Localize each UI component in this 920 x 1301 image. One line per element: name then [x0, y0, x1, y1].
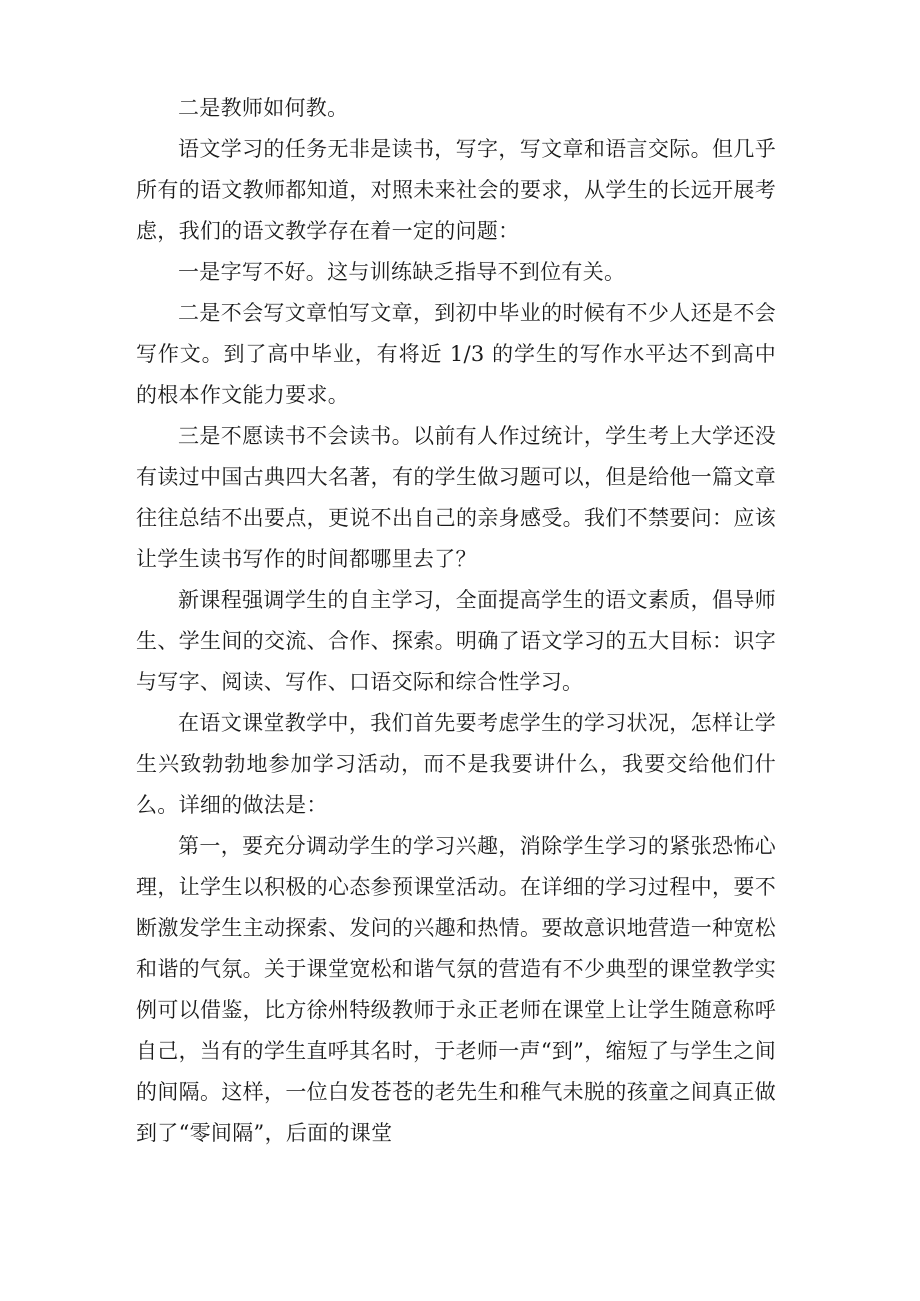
- body-text: [136, 88, 776, 1154]
- paragraph-problem-handwriting: 一是字写不好。这与训练缺乏指导不到位有关。: [178, 260, 626, 284]
- paragraph-problem-writing: 二是不会写文章怕写文章，到初中毕业的时候有不少人还是不会写作文。到了高中毕业，有将近 1/3 的学生的写作水平达不到高中的根本作文能力要求。: [136, 301, 776, 407]
- paragraph-task-of-chinese-learning: 语文学习的任务无非是读书，写字，写文章和语言交际。但几乎所有的语文教师都知道，对照未来社会的要求，从学生的长远开展考虑，我们的语文教学存在着一定的问题：: [136, 137, 776, 243]
- paragraph-first-method: 第一，要充分调动学生的学习兴趣，消除学生学习的紧张恐怖心理，让学生以积极的心态参预课堂活动。在详细的学习过程中，要不断激发学生主动探索、发问的兴趣和热情。要故意识地营造一种宽松和谐的气氛。关于课堂宽松和谐气氛的营造有不少典型的课堂教学实例可以借鉴，比方徐州特级教师于永正老师在课堂上让学生随意称呼自己，当有的学生直呼其名时，于老师一声“到”，缩短了与学生之间的间隔。这样，一位白发苍苍的老先生和稚气未脱的孩童之间真正做到了“零间隔”，后面的课堂: [136, 834, 776, 1145]
- paragraph-classroom-teaching: 在语文课堂教学中，我们首先要考虑学生的学习状况，怎样让学生兴致勃勃地参加学习活动，而不是我要讲什么，我要交给他们什么。详细的做法是：: [136, 711, 776, 817]
- paragraph-new-curriculum: 新课程强调学生的自主学习，全面提高学生的语文素质，倡导师生、学生间的交流、合作、探索。明确了语文学习的五大目标：识字与写字、阅读、写作、口语交际和综合性学习。: [136, 588, 776, 694]
- paragraph-problem-reading: 三是不愿读书不会读书。以前有人作过统计，学生考上大学还没有读过中国古典四大名著，有的学生做习题可以，但是给他一篇文章往往总结不出要点，更说不出自己的亲身感受。我们不禁要问：应该让学生读书写作的时间都哪里去了？: [136, 424, 776, 571]
- paragraph-how-to-teach: 二是教师如何教。: [178, 96, 349, 120]
